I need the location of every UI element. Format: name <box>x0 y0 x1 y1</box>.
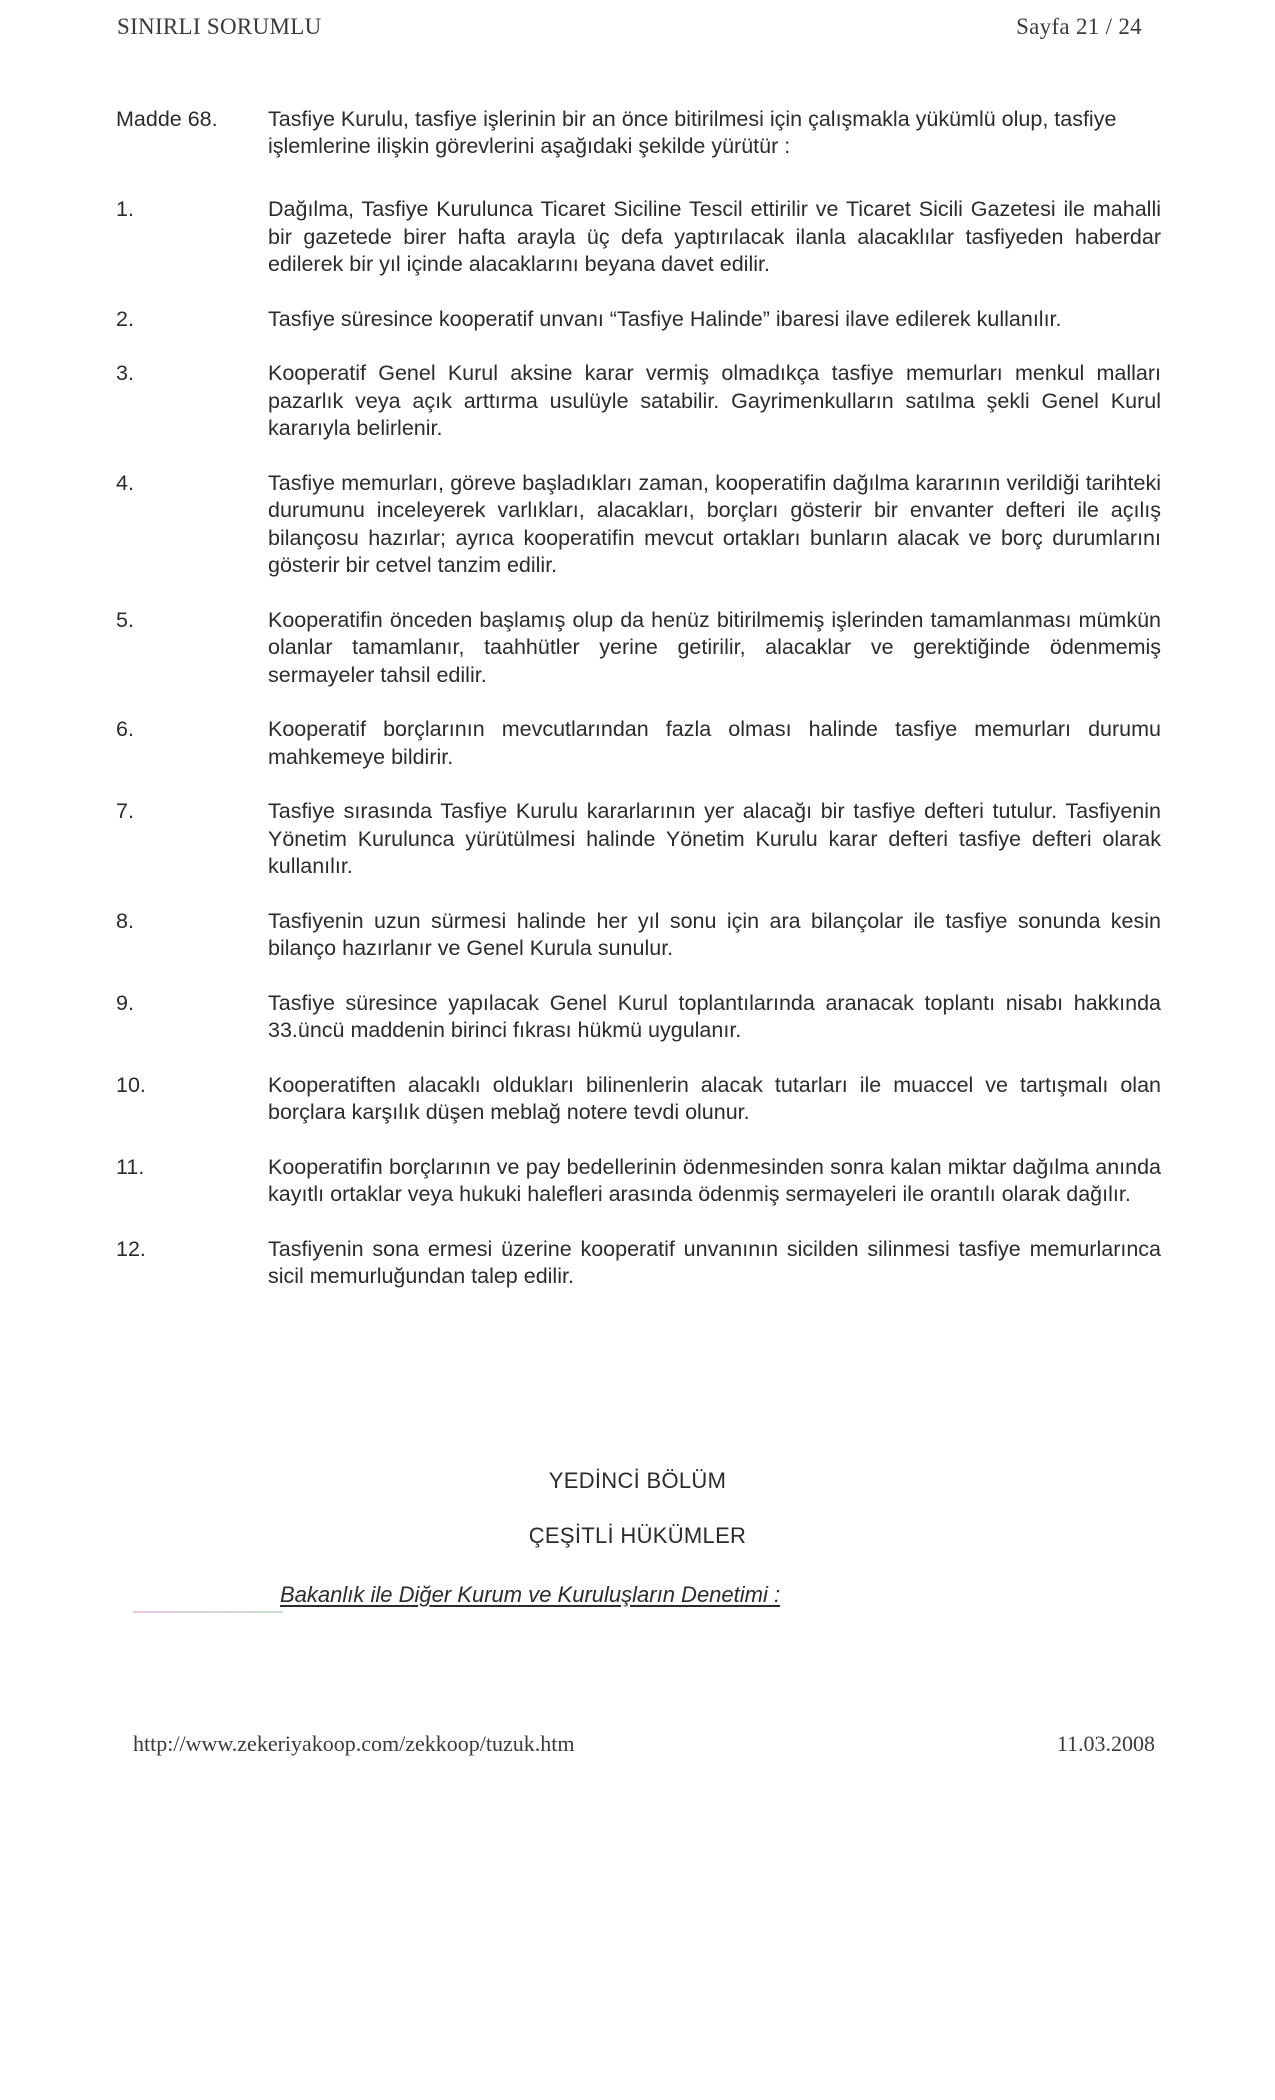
list-item <box>116 990 1161 1045</box>
item-text: Tasfiye memurları, göreve başladıkları zaman, kooperatifin dağılma kararının verildiği tarihteki durumunu inceleyerek varlıkları, alacakları, borçları gösterir bir envanter defteri ile açılış bilançosu hazırlar; ayrıca kooperatifin mevcut ortakları bunların alacak ve borç durumlarını gösterir bir cetvel tanzim edilir. <box>268 470 1161 577</box>
item-number: 12. <box>116 1236 146 1261</box>
item-number: 4. <box>116 470 134 495</box>
item-text: Kooperatif borçlarının mevcutlarından fazla olması halinde tasfiye memurları durumu mahkemeye bildirir. <box>268 717 1161 769</box>
page-number: Sayfa 21 / 24 <box>1016 14 1142 39</box>
item-text: Kooperatif Genel Kurul aksine karar vermiş olmadıkça tasfiye memurları menkul malları pazarlık veya açık arttırma usulüyle satabilir. Gayrimenkulların satılma şekli Genel Kurul kararıyla belirlenir. <box>268 361 1161 440</box>
list-item <box>116 1072 1161 1127</box>
article-text: Tasfiye Kurulu, tasfiye işlerinin bir an önce bitirilmesi için çalışmakla yükümlü olup, tasfiye işlemlerine ilişkin görevlerini aşağıdaki şekilde yürütür : <box>268 107 1117 158</box>
footer-date: 11.03.2008 <box>1056 1731 1155 1756</box>
item-number: 2. <box>116 306 134 331</box>
item-number: 7. <box>116 799 134 823</box>
list-item <box>116 908 1161 963</box>
list-item <box>116 196 1161 279</box>
header-title: SINIRLI SORUMLU <box>117 14 322 39</box>
item-text: Tasfiye sırasında Tasfiye Kurulu kararlarının yer alacağı bir tasfiye defteri tutulur. Tasfiyenin Yönetim Kurulunca yürütülmesi halinde Yönetim Kurulu karar defteri tasfiye defteri olarak kullanılır. <box>268 799 1161 878</box>
item-number: 8. <box>116 908 134 933</box>
list-item <box>116 1154 1161 1209</box>
item-text: Tasfiye süresince kooperatif unvanı “Tasfiye Halinde” ibaresi ilave edilerek kullanılır. <box>268 306 1062 331</box>
footer-url: http://www.zekeriyakoop.com/zekkoop/tuzuk.htm <box>133 1731 575 1756</box>
item-text: Kooperatifin borçlarının ve pay bedellerinin ödenmesinden sonra kalan miktar dağılma anında kayıtlı ortaklar veya hukuki halefleri arasında ödenmiş sermayeleri ile orantılı olarak dağılır. <box>268 1154 1161 1206</box>
list-item <box>116 470 1161 580</box>
list-item <box>116 306 1161 334</box>
item-number: 11. <box>116 1154 145 1179</box>
list-item <box>116 607 1161 690</box>
item-text: Kooperatiften alacaklı oldukları bilinenlerin alacak tutarları ile muaccel ve tartışmalı olan borçlara karşılık düşen meblağ notere tevdi olunur. <box>268 1072 1161 1124</box>
section-title: YEDİNCİ BÖLÜM <box>548 1468 727 1493</box>
list-item <box>116 360 1161 443</box>
divider <box>133 1611 283 1613</box>
item-number: 10. <box>116 1072 146 1097</box>
item-text: Tasfiyenin sona ermesi üzerine kooperatif unvanının sicilden silinmesi tasfiye memurlarınca sicil memurluğundan talep edilir. <box>268 1236 1161 1288</box>
article-intro <box>116 106 1156 160</box>
list-item <box>116 1236 1161 1291</box>
item-text: Dağılma, Tasfiye Kurulunca Ticaret Siciline Tescil ettirilir ve Ticaret Sicili Gazetesi ile mahalli bir gazetede birer hafta arayla üç defa yaptırılacak ilanla alacaklılar tasfiyeden haberdar edilerek bir yıl içinde alacaklarını beyana davet edilir. <box>268 197 1161 276</box>
item-text: Kooperatifin önceden başlamış olup da henüz bitirilmemiş işlerinden tamamlanması mümkün olanlar tamamlanır, taahhütler yerine getirilir, alacaklar ve gerektiğinde ödenmemiş sermayeler tahsil edilir. <box>268 607 1161 687</box>
item-text: Tasfiye süresince yapılacak Genel Kurul toplantılarında aranacak toplantı nisabı hakkında 33.üncü maddenin birinci fıkrası hükmü uygulanır. <box>268 990 1161 1042</box>
item-list <box>116 196 1161 1291</box>
list-item <box>116 716 1161 771</box>
item-number: 3. <box>116 361 134 385</box>
item-number: 6. <box>116 717 134 741</box>
item-number: 5. <box>116 607 134 632</box>
list-item <box>116 798 1161 881</box>
item-number: 9. <box>116 990 134 1015</box>
subheading: Bakanlık ile Diğer Kurum ve Kuruluşların Denetimi : <box>280 1582 781 1607</box>
section-subtitle: ÇEŞİTLİ HÜKÜMLER <box>528 1523 747 1548</box>
article-label: Madde 68. <box>116 107 218 131</box>
item-text: Tasfiyenin uzun sürmesi halinde her yıl sonu için ara bilançolar ile tasfiye sonunda kesin bilanço hazırlanır ve Genel Kurula sunulur. <box>268 908 1161 960</box>
item-number: 1. <box>116 197 134 221</box>
